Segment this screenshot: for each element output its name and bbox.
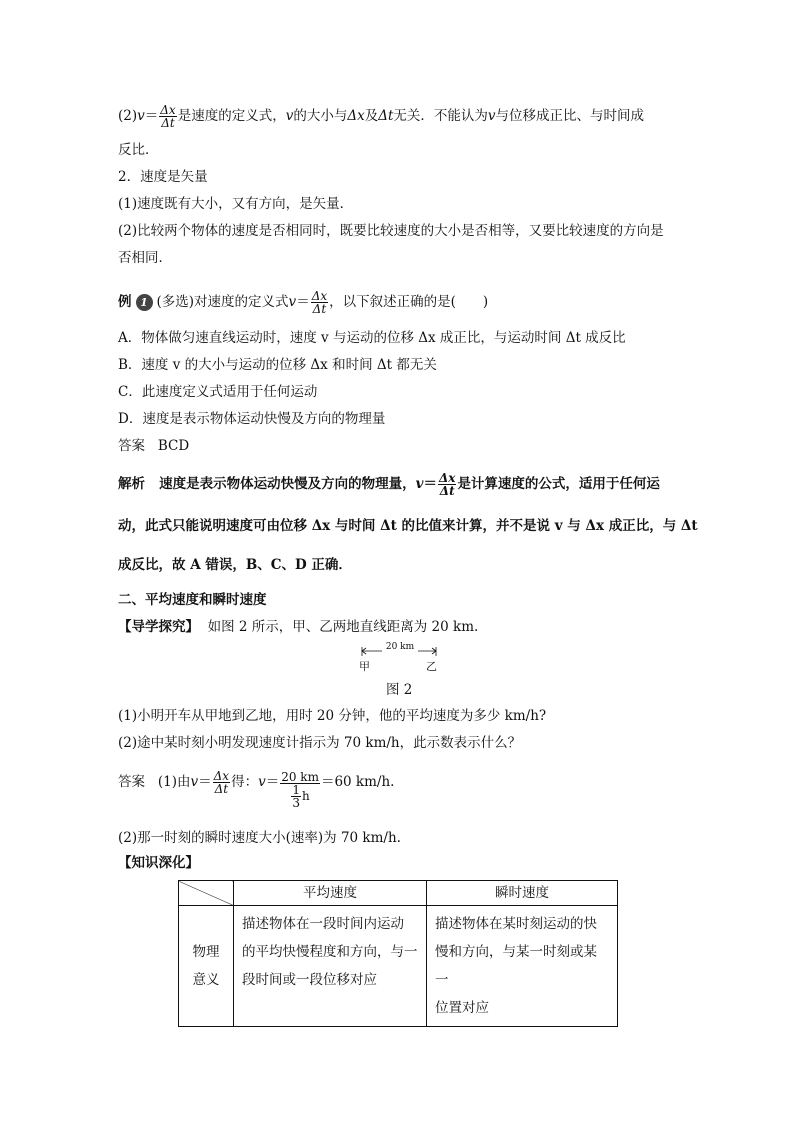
fraction-numerator: Δx	[311, 289, 328, 303]
item-number: (2)	[118, 108, 138, 124]
fraction-denominator: Δt	[312, 302, 327, 316]
cell-line: 描述物体在一段时间内运动	[242, 916, 404, 932]
var-v: v	[288, 294, 297, 310]
option-d: D．速度是表示物体运动快慢及方向的物理量	[118, 411, 386, 427]
var-v: v	[258, 774, 266, 790]
fraction-dx-dt	[438, 472, 456, 497]
table-row	[179, 881, 618, 906]
fraction-numerator: 1	[292, 783, 301, 797]
header-cell: 平均速度	[234, 881, 427, 906]
answer-line	[118, 436, 189, 456]
cell-line: 位置对应	[435, 1000, 489, 1016]
fraction-numerator: Δx	[160, 103, 176, 117]
var-dt: Δt	[378, 108, 394, 124]
cell-line: 的平均快慢程度和方向，与一	[242, 944, 418, 960]
fraction-denominator: 3	[292, 796, 301, 810]
example-question	[118, 290, 488, 315]
text-seg: 与位移成正比、与时间成	[495, 108, 645, 124]
table-cell	[234, 906, 427, 1027]
var-v: v	[415, 476, 424, 492]
row-header-line: 意义	[192, 972, 220, 988]
text-seg: 得：	[231, 774, 259, 790]
section-heading: 2．速度是矢量	[118, 169, 208, 185]
analysis-line: 动，此式只能说明速度可由位移 Δx 与时间 Δt 的比值来计算，并不是说 v 与 Δx 成正比，与 Δt	[118, 518, 698, 534]
table-cell	[427, 906, 618, 1027]
text-seg: ＝60 km/h.	[320, 774, 395, 790]
equals: ＝	[144, 108, 159, 124]
fraction-numerator: Δx	[213, 769, 230, 783]
row-header-line: 物理	[192, 944, 220, 960]
equals: ＝	[198, 774, 212, 790]
comparison-table	[178, 880, 618, 1027]
var-dx: Δx	[347, 108, 365, 124]
equals: ＝	[296, 294, 310, 310]
fraction-denominator: Δt	[161, 116, 175, 130]
fraction-denominator	[280, 784, 320, 809]
answer-value: BCD	[157, 438, 190, 454]
cell-line: 段时间或一段位移对应	[242, 972, 377, 988]
answer-label: 答案	[118, 438, 145, 454]
fraction-dx-dt	[159, 104, 176, 129]
example-label: 例	[118, 294, 132, 310]
equals: ＝	[423, 476, 437, 492]
guide-label: 【导学探究】	[118, 619, 199, 635]
paragraph-line: 反比．	[118, 142, 159, 158]
fraction-dx-dt	[213, 770, 230, 795]
distance-label: 20 km	[385, 642, 415, 652]
point-jia: 甲	[359, 660, 370, 673]
var-v: v	[137, 108, 145, 124]
option-c: C．此速度定义式适用于任何运动	[118, 384, 318, 400]
analysis-line	[118, 472, 660, 497]
question-1: (1)小明开车从甲地到乙地，用时 20 分钟，他的平均速度为多少 km/h?	[118, 708, 547, 724]
analysis-label: 解析	[118, 476, 145, 492]
var-v: v	[285, 108, 294, 124]
text-seg: 如图 2 所示，甲、乙两地直线距离为 20 km.	[207, 619, 479, 635]
text-seg: 是速度的定义式，	[177, 108, 286, 124]
paragraph-line: (1)速度既有大小，又有方向，是矢量．	[118, 196, 354, 212]
paragraph-line: (2)比较两个物体的速度是否相同时，既要比较速度的大小是否相等，又要比较速度的方向是	[118, 223, 664, 239]
text-seg: ，以下叙述正确的是( )	[329, 294, 489, 310]
distance-arrow-icon	[360, 646, 440, 656]
text-seg: (1)由	[157, 774, 191, 790]
text-seg: 无关．不能认为	[393, 108, 488, 124]
unit-h: h	[302, 789, 310, 803]
definition-paragraph	[118, 104, 644, 129]
cell-line: 慢和方向，与某一时刻或某一	[435, 944, 597, 988]
answer-line: (2)那一时刻的瞬时速度大小(速率)为 70 km/h.	[118, 830, 401, 846]
figure-caption: 图 2	[386, 682, 413, 698]
var-v: v	[190, 774, 199, 790]
analysis-line: 成反比，故 A 错误，B、C、D 正确．	[118, 557, 352, 573]
figure-2	[360, 644, 440, 674]
equals: ＝	[265, 774, 280, 790]
fraction-speed	[280, 771, 320, 809]
text-seg: 的大小与	[293, 108, 348, 124]
paragraph-line: 否相同．	[118, 250, 172, 266]
var-v: v	[487, 108, 496, 124]
fraction-denominator: Δt	[214, 782, 229, 796]
guide-line	[118, 617, 478, 637]
cell-line: 描述物体在某时刻运动的快	[435, 916, 597, 932]
point-yi: 乙	[426, 660, 437, 673]
text-seg: 及	[364, 108, 379, 124]
option-a: A．物体做匀速直线运动时，速度 v 与运动的位移 Δx 成正比，与运动时间 Δt 成反比	[118, 330, 626, 346]
section-heading: 二、平均速度和瞬时速度	[118, 592, 267, 608]
fraction-one-third	[291, 784, 301, 809]
question-2: (2)途中某时刻小明发现速度计指示为 70 km/h，此示数表示什么？	[118, 735, 522, 751]
knowledge-heading: 【知识深化】	[118, 855, 199, 871]
text-seg: (多选)对速度的定义式	[156, 294, 289, 310]
fraction-numerator: 20 km	[281, 770, 319, 784]
example-number-badge: 1	[136, 294, 153, 311]
text-seg: 是计算速度的公式，适用于任何运	[457, 476, 660, 492]
fraction-denominator: Δt	[439, 484, 455, 498]
fraction-numerator: Δx	[438, 471, 456, 485]
table-row	[179, 906, 618, 1027]
header-cell: 瞬时速度	[427, 881, 618, 906]
answer-line	[118, 770, 394, 809]
option-b: B．速度 v 的大小与运动的位移 Δx 和时间 Δt 都无关	[118, 357, 437, 373]
answer-label: 答案	[118, 774, 145, 790]
row-header-cell	[179, 906, 234, 1027]
text-seg: 速度是表示物体运动快慢及方向的物理量，	[159, 476, 416, 492]
corner-cell	[179, 881, 234, 906]
fraction-dx-dt	[311, 290, 328, 315]
